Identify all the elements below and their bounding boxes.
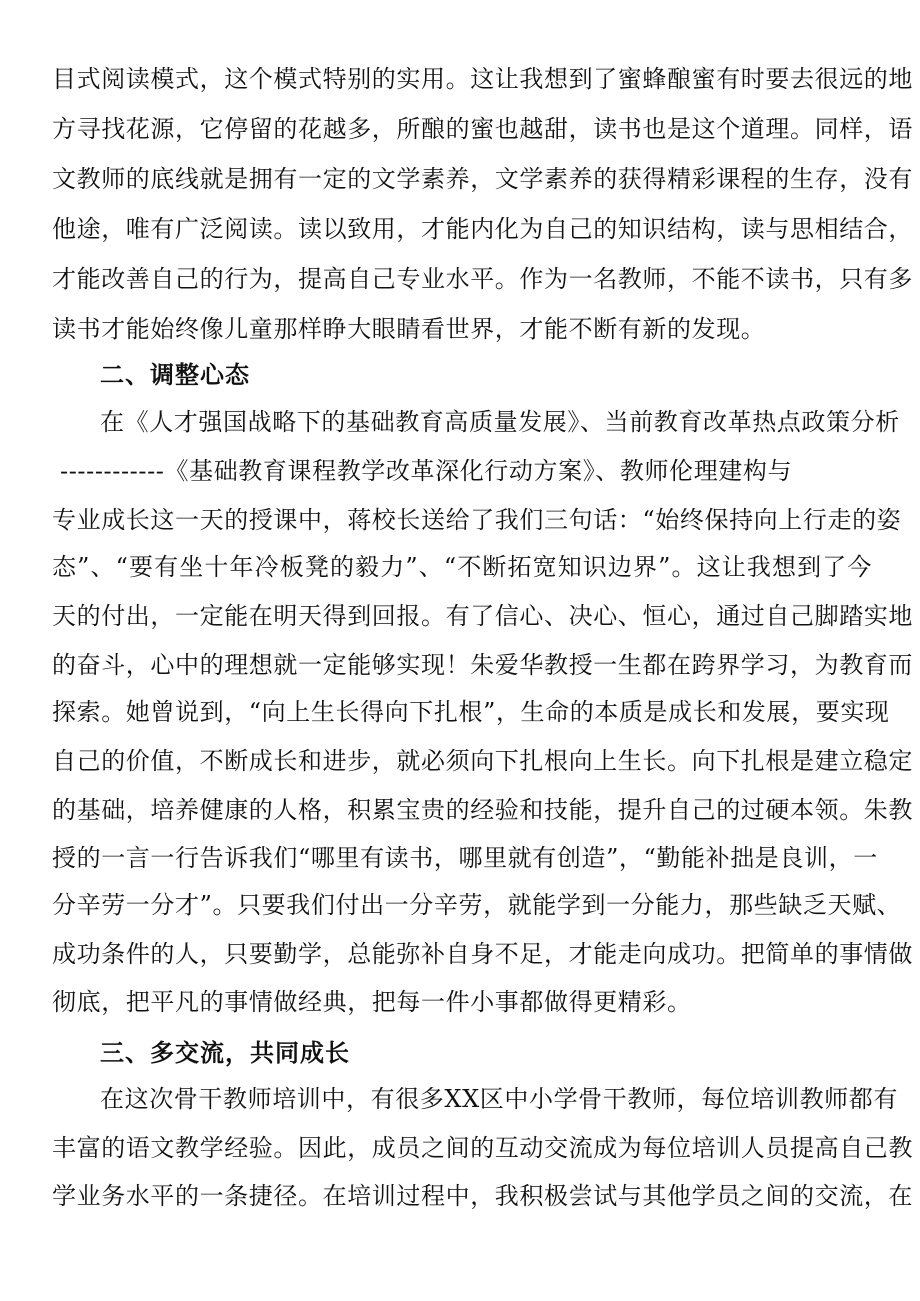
paragraph-2-line-4: 态”、“要有坐十年冷板凳的毅力”、“不断拓宽知识边界”。这让我想到了今 bbox=[52, 553, 872, 581]
paragraph-2-line-1: 在《人才强国战略下的基础教育高质量发展》、当前教育改革热点政策分析 bbox=[100, 408, 900, 436]
paragraph-2-line-8: 自己的价值，不断成长和进步，就必须向下扎根向上生长。向下扎根是建立稳定 bbox=[52, 747, 913, 775]
paragraph-1-line-6: 读书才能始终像儿童那样睁大眼睛看世界，才能不断有新的发现。 bbox=[52, 315, 766, 343]
paragraph-3-line-3: 学业务水平的一条捷径。在培训过程中，我积极尝试与其他学员之间的交流，在 bbox=[52, 1182, 913, 1210]
paragraph-1-line-3: 文教师的底线就是拥有一定的文学素养，文学素养的获得精彩课程的生存，没有 bbox=[52, 165, 913, 193]
paragraph-2-line-10: 授的一言一行告诉我们“哪里有读书，哪里就有创造”，“勤能补拙是良训，一 bbox=[52, 844, 878, 872]
paragraph-2-line-2: ------------《基础教育课程教学改革深化行动方案》、教师伦理建构与 bbox=[60, 457, 793, 485]
section-heading-communicate-grow: 三、多交流，共同成长 bbox=[100, 1039, 350, 1067]
paragraph-3-line-2: 丰富的语文教学经验。因此，成员之间的互动交流成为每位培训人员提高自己教 bbox=[52, 1134, 913, 1162]
paragraph-2-line-6: 的奋斗，心中的理想就一定能够实现！朱爱华教授一生都在跨界学习，为教育而 bbox=[52, 651, 913, 679]
paragraph-2-line-11: 分辛劳一分才”。只要我们付出一分辛劳，就能学到一分能力，那些缺乏天赋、 bbox=[52, 891, 902, 919]
paragraph-1-line-1: 目式阅读模式，这个模式特别的实用。这让我想到了蜜蜂酿蜜有时要去很远的地 bbox=[52, 65, 913, 93]
paragraph-2-line-3: 专业成长这一天的授课中，蒋校长送给了我们三句话：“始终保持向上行走的姿 bbox=[52, 506, 902, 534]
paragraph-1-line-2: 方寻找花源，它停留的花越多，所酿的蜜也越甜，读书也是这个道理。同样，语 bbox=[52, 115, 913, 143]
paragraph-2-line-12: 成功条件的人，只要勤学，总能弥补自身不足，才能走向成功。把简单的事情做 bbox=[52, 940, 913, 968]
paragraph-2-line-5: 天的付出，一定能在明天得到回报。有了信心、决心、恒心，通过自己脚踏实地 bbox=[52, 602, 913, 630]
paragraph-2-line-7: 探索。她曾说到，“向上生长得向下扎根”，生命的本质是成长和发展，要实现 bbox=[52, 698, 890, 726]
paragraph-1-line-4: 他途，唯有广泛阅读。读以致用，才能内化为自己的知识结构，读与思相结合， bbox=[52, 215, 913, 243]
section-heading-adjust-mindset: 二、调整心态 bbox=[100, 361, 250, 389]
paragraph-1-line-5: 才能改善自己的行为，提高自己专业水平。作为一名教师，不能不读书，只有多 bbox=[52, 265, 913, 293]
paragraph-3-line-1: 在这次骨干教师培训中，有很多XX区中小学骨干教师，每位培训教师都有 bbox=[100, 1085, 898, 1113]
paragraph-2-line-9: 的基础，培养健康的人格，积累宝贵的经验和技能，提升自己的过硬本领。朱教 bbox=[52, 796, 913, 824]
paragraph-2-line-13: 彻底，把平凡的事情做经典，把每一件小事都做得更精彩。 bbox=[52, 988, 692, 1016]
